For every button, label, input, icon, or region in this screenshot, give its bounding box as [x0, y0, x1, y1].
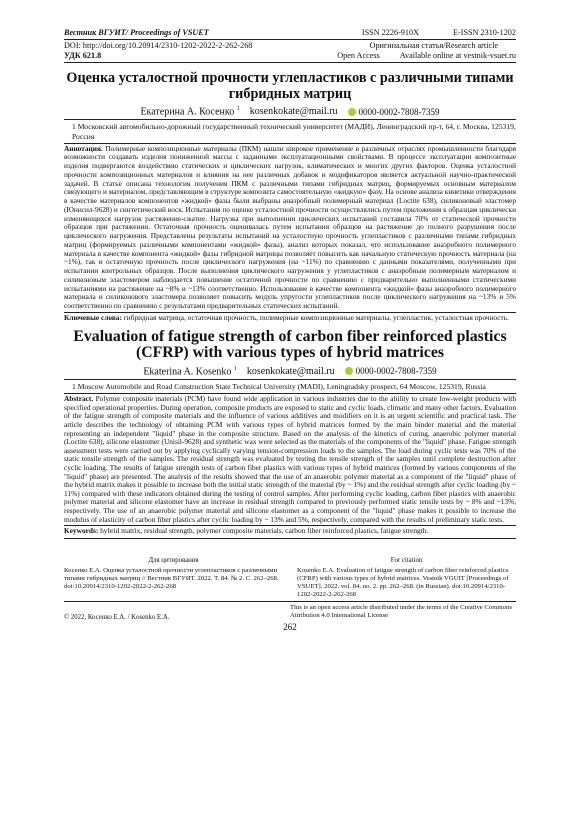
abstract-label-ru: Аннотация.: [64, 143, 103, 153]
title-ru: Оценка усталостной прочности углепластиков с различными типами гибридных матриц: [66, 70, 514, 102]
abstract-text-en: Polymer composite materials (PCM) have found wide application in various industries due to the ability to create low-weight products with specified operational properties. During operation, composite products are exposed to static and cyclic loads, climatic and many other factors. Evaluation of the fatigue strength of composite materials and the influence of various additives and modifiers on it is an urgent scientific and practical task. The article describes the technology of obtaining PCM with various types of hybrid matrices formed by the main binder material and the material representing an independent "liquid" phase in the composite structure. Based on the analysis of the kinetics of curing, anaerobic polymer material (Loctite 638), silicone elastomer (Unisil-9628) and synthetic wax were selected as the materials of the components of the "liquid" phase. Fatigue strength assessment tests were carried out by applying cyclically varying tension-compression loads to the samples. The load during cyclic tests was 70% of the static tensile strength of the samples. The residual strength was evaluated by testing the tensile strength of the samples until complete destruction after cyclic loading. The results of fatigue strength tests of carbon fiber plastics with various types of hybrid matrices (formed by various components of the "liquid" phase) are presented. The analysis of the results showed that the use of an anaerobic polymer material as a component of the "liquid" phase of the hybrid matrix makes it possible to increase both the initial static strength of the material (by ~ 1%) and the residual strength after cyclic loading (by ~ 11%) compared with these indicators obtained during the testing of control samples. After performing cyclic loading, carbon fiber plastics with anaerobic polymer material and silicone elastomer have an increase in residual strength compared to previously performed static tensile tests by ~ 8% and ~13%, respectively. The use of an anaerobic polymer material and silicone elastomer as a component of the "liquid" phase makes it possible to increase the modulus of elasticity of carbon fiber plastics after cyclic loading by ~ 13% and 5%, respectively, compared with the results of preliminary static tests.: [64, 394, 516, 524]
author-rule-ru: [64, 119, 516, 120]
keywords-en: [64, 527, 516, 536]
author-email-en[interactable]: kosenkokate@mail.ru: [246, 365, 335, 377]
authors-ru: [64, 106, 516, 117]
author-name-en: Ekaterina A. Kosenko: [143, 366, 232, 378]
keywords-ru: [64, 314, 516, 323]
author-sup-en: 1: [233, 365, 237, 372]
udk-row: [64, 51, 516, 61]
issn: ISSN 2226-910X: [361, 28, 419, 37]
keywords-text-en: hybrid matrix, residual strength, polymer composite materials, carbon fiber reinforced plastics, fatigue strength.: [100, 526, 429, 536]
article-type: Оригинальная статья/Research article: [369, 41, 498, 50]
keywords-label-ru: Ключевые слова:: [64, 312, 122, 322]
citation-rule: [64, 601, 516, 602]
doi-link[interactable]: DOI: http://doi.org/10.20914/2310-1202-2022-2-262-268: [64, 41, 253, 50]
authors-en: [64, 366, 516, 377]
keywords-rule-en: [64, 538, 516, 539]
available-online-link[interactable]: Available online at vestnik-vsuet.ru: [399, 51, 516, 60]
title-en: Evaluation of fatigue strength of carbon fiber reinforced plastics (CFRP) with various types of hybrid matrices: [73, 327, 507, 362]
udk: УДК 621.8: [64, 51, 102, 60]
footer: [64, 604, 516, 621]
citation-title-en: For citation: [390, 556, 423, 564]
orcid-icon: [345, 367, 353, 375]
doi-row: [64, 41, 516, 51]
author-email-ru[interactable]: kosenkokate@mail.ru: [249, 106, 338, 118]
keywords-label-en: Keywords:: [64, 526, 99, 536]
author-name-ru: Екатерина А. Косенко: [140, 106, 235, 118]
citation-title-ru: Для цитирования: [148, 556, 199, 564]
keywords-text-ru: гибридная матрица, остаточная прочность, полимерные композиционные материалы, углепластик, усталостная прочность.: [123, 312, 509, 322]
orcid-icon: [348, 108, 356, 116]
eissn: E-ISSN 2310-1202: [453, 28, 516, 37]
header-rule: [64, 39, 516, 40]
abstract-label-en: Abstract.: [64, 394, 94, 404]
page-number: 262: [283, 621, 297, 632]
orcid-ru[interactable]: 0000-0002-7808-7359: [358, 106, 440, 117]
orcid-en[interactable]: 0000-0002-7808-7359: [355, 366, 437, 377]
citation-text-en: Kosenko E.A. Evaluation of fatigue strength of carbon fiber reinforced plastics (CFRP) with various types of hybrid matrices. Vestnik VGUIT [Proceedings of VSUET]. 2022. vol. 84. no. 2. pp. 262–268. (in Russian). doi:10.20914/2310-1202-2022-2-262-268: [297, 566, 509, 599]
affiliation-ru: 1 Московский автомобильно-дорожный государственный технический университет (МАДИ), Ленинградский пр-т, 64, г. Москва, 125319, Россия: [72, 122, 516, 141]
affiliation-en: 1 Moscow Automobile and Road Construction State Technical University (MADI), Leningradsky prospect, 64 Moscow, 125319, Russia: [72, 382, 486, 392]
citation-en: [297, 557, 516, 600]
citation-block: [64, 557, 516, 600]
abstract-text-ru: Полимерные композиционные материалы (ПКМ) нашли широкое применение в различных отраслях промышленности благодаря возможности создавать изделия пониженной массы с заданными эксплуатационными свойствами. В процессе эксплуатации композитные изделия подвергаются воздействию статических и циклических нагрузок, климатических и многих других факторов. Оценка усталостной прочности композиционных материалов и влияния на нее различных добавок и модификаторов является актуальной научно-практической задачей. В статье описана технология получения ПКМ с различными типами гибридных матриц, формируемых основным материалом связующего и материалом, представляющим в структуре композита самостоятельную «жидкую» фазу. На основе анализа кинетики отверждения в качестве материалов компонентов «жидкой» фазы были выбраны анаэробный полимерный материал (Loctite 638), силиконовый эластомер (Юнисил-9628) и синтетический воск. Испытания по оценке усталостной прочности осуществлялись путем приложения к образцам циклически изменяющихся нагрузок растяжение-сжатие. Нагрузка при выполнении циклических испытаний составила 70% от статической прочности образцов при растяжении. Остаточная прочность оценивалась путем испытания образцов на растяжение до полного разрушения после циклического нагружения. Представлены результаты испытаний на усталостную прочность углепластиков с различными типами гибридных матриц (формируемых различными компонентами «жидкой» фазы), анализ которых показал, что использование анаэробного полимерного материала в качестве компонента «жидкой» фазы гибридной матрицы позволяет повысить как начальную статическую прочность материала (на ~1%), так и остаточную прочность после циклического нагружения (на ~11%) по сравнению с данными показателями, полученными при испытании контрольных образцов. После выполнения циклического нагружения у углепластиков с анаэробным полимерным материалом и силиконовым эластомером наблюдается повышение остаточной прочности по сравнению с предварительно выполненными статическими испытаниями на растяжение на ~8% и ~13% соответственно. Использование в качестве компонента «жидкой» фазы анаэробного полимерного материала и силиконового эластомера позволяет повысить модуль упругости углепластиков после циклического нагружения на ~13% и 5% соответственно по сравнению с результатами предварительных статических испытаний.: [64, 143, 517, 311]
abstract-en: [64, 395, 516, 524]
abstract-ru: [64, 145, 516, 311]
citation-text-ru: Косенко Е.А. Оценка усталостной прочности углепластиков с различными типами гибридных матриц // Вестник ВГУИТ. 2022. Т. 84. № 2. С. 262–268. doi:10.20914/2310-1202-2022-2-262-268: [64, 566, 279, 591]
udk-rule: [64, 62, 516, 63]
author-rule-en: [64, 379, 516, 380]
article-page: [64, 28, 516, 632]
journal-name: Вестник ВГУИТ/ Proceedings of VSUET: [64, 28, 209, 37]
journal-header-row: [64, 28, 516, 38]
open-access: Open Access: [337, 51, 380, 60]
copyright: © 2022, Косенко Е.А. / Kosenko E.A.: [64, 613, 170, 621]
citation-ru: [64, 557, 283, 600]
license-text: This is an open access article distributed under the terms of the Creative Commons Attribution 4.0 International License: [290, 603, 512, 619]
author-sup-ru: 1: [236, 106, 240, 112]
